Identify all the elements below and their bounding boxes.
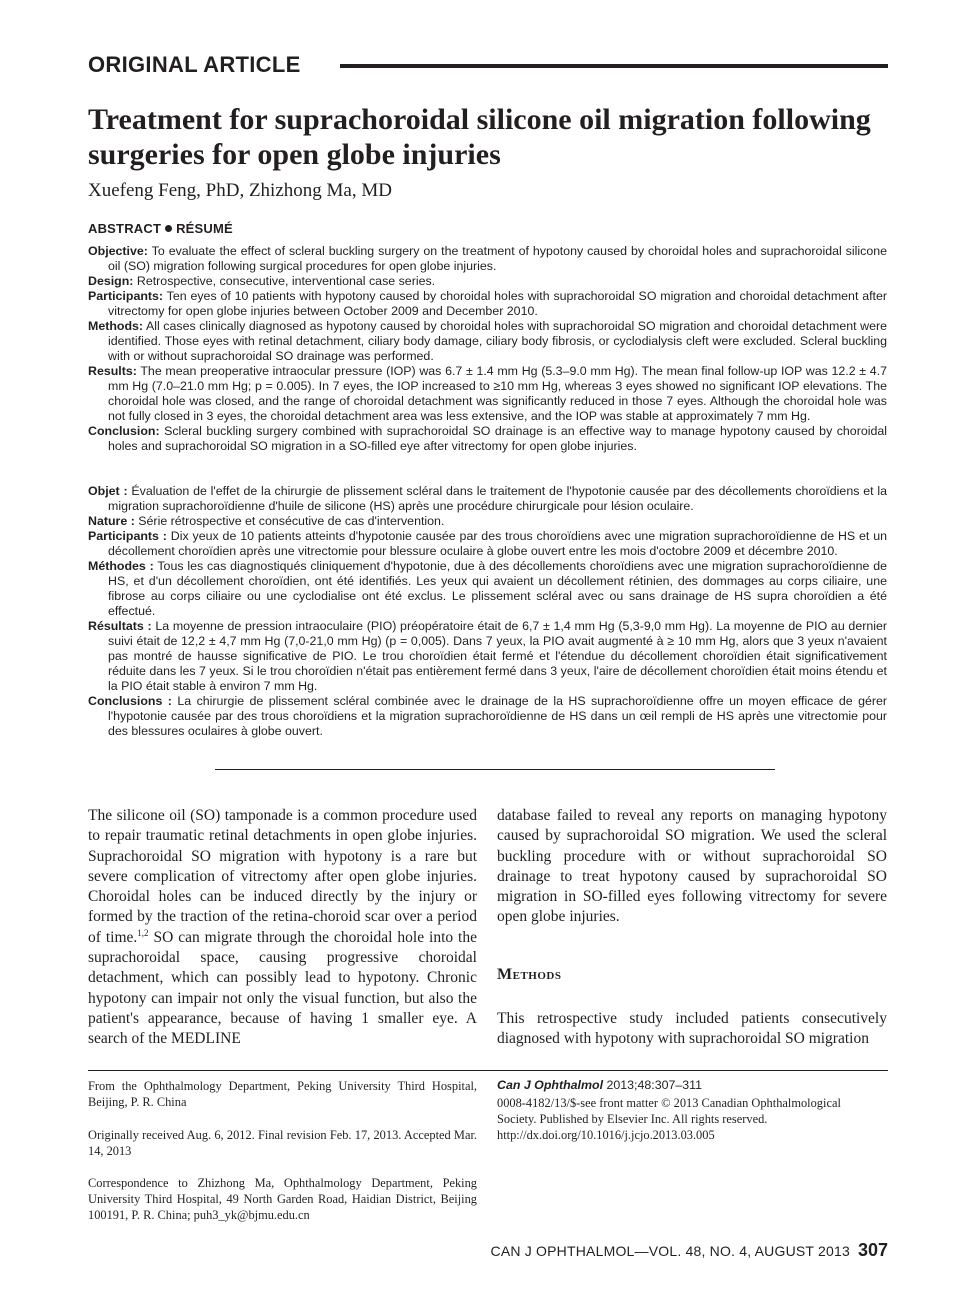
abstract-text: Série rétrospective et consécutive de cas d'intervention. xyxy=(138,514,445,528)
abstract-text: Ten eyes of 10 patients with hypotony caused by choroidal holes with suprachoroidal SO migration and choroidal detachment after vitrectomy for open globe injuries between October 2009 and December 2010. xyxy=(108,289,888,318)
abstract-text: Dix yeux de 10 patients atteints d'hypotonie causée par des trous choroïdiens avec une migration suprachoroïdienne de HS et un décollement choroïdien après une vitrectomie pour blessure oculaire à globe ouvert entre les mois d'octobre 2009 et décembre 2010. xyxy=(108,529,887,558)
abstract-label: Results: xyxy=(88,364,137,378)
reference-marker: 1,2 xyxy=(137,927,149,938)
footer-journal: CAN J OPHTHALMOL—VOL. 48, NO. 4, AUGUST 2013 xyxy=(490,1243,850,1259)
copyright-notice xyxy=(497,1095,887,1143)
bullet-icon xyxy=(165,225,172,232)
citation-details: 2013;48:307–311 xyxy=(603,1078,703,1092)
abstract-text: La chirurgie de plissement scléral combinée avec le drainage de la HS suprachoroïdienne offre un moyen efficace de gérer l'hypotonie causée par des trous choroïdiens et la migration suprachoroïdienne de HS dans un œil rempli de HS après une vitrectomie pour des blessures oculaires à globe ouvert. xyxy=(108,694,887,738)
abstract-label: Participants : xyxy=(88,529,167,543)
methods-text: This retrospective study included patients consecutively diagnosed with hypotony with suprachoroidal SO migration xyxy=(497,1010,887,1048)
abstract-objective xyxy=(88,244,887,274)
page-number: 307 xyxy=(857,1240,888,1260)
abstract-heading-fr: RÉSUMÉ xyxy=(176,221,233,236)
copyright-line: Society. Published by Elsevier Inc. All rights reserved. xyxy=(497,1112,768,1126)
abstract-divider xyxy=(215,769,775,770)
header-rule xyxy=(340,64,888,68)
abstract-participants xyxy=(88,289,887,319)
resume-methodes xyxy=(88,559,887,619)
body-intro-left xyxy=(88,806,477,1050)
abstract-label: Conclusions : xyxy=(88,694,172,708)
abstract-conclusion xyxy=(88,424,887,454)
abstract-results xyxy=(88,364,887,424)
resume-resultats xyxy=(88,619,887,694)
abstract-text: All cases clinically diagnosed as hypotony caused by choroidal holes with suprachoroidal SO migration and choroidal detachment were identified. Those eyes with retinal detachment, ciliary body damage, ciliary body fibrosis, or cyclodialysis cleft were excluded. Scleral buckling with or without suprachoroidal SO drainage was performed. xyxy=(108,319,887,363)
abstract-english xyxy=(88,244,887,454)
copyright-line: 0008-4182/13/$-see front matter © 2013 Canadian Ophthalmological xyxy=(497,1096,841,1110)
article-title: Treatment for suprachoroidal silicone oil migration following surgeries for open globe injuries xyxy=(88,103,871,171)
footnote-correspondence: Correspondence to Zhizhong Ma, Ophthalmology Department, Peking University Third Hospital, 49 North Garden Road, Haidian District, Beijing 100191, P. R. China; puh3_yk@bjmu.edu.cn xyxy=(88,1176,477,1222)
abstract-heading-en: ABSTRACT xyxy=(88,221,162,236)
abstract-text: Retrospective, consecutive, interventional case series. xyxy=(136,274,436,288)
methods-heading: Methods xyxy=(497,966,562,983)
intro-text: The silicone oil (SO) tamponade is a common procedure used to repair traumatic retinal detachments in open globe injuries. Suprachoroidal SO migration with hypotony is a rare but severe complication of vitrectomy after open globe injuries. Choroidal holes can be induced directly by the injury or formed by the traction of the retina-choroid scar over a period of time. xyxy=(88,807,477,946)
citation xyxy=(497,1077,887,1093)
abstract-label: Nature : xyxy=(88,514,135,528)
abstract-label: Objective: xyxy=(88,244,148,258)
abstract-label: Objet : xyxy=(88,484,128,498)
section-label: ORIGINAL ARTICLE xyxy=(88,52,301,77)
body-intro-right: database failed to reveal any reports on managing hypotony caused by suprachoroidal SO migration. We used the scleral buckling procedure with or without suprachoroidal SO drainage to treat hypotony caused by suprachoroidal SO migration in SO-filled eyes following vitrectomy for severe open globe injuries. xyxy=(497,807,887,926)
resume-objet xyxy=(88,484,887,514)
resume-conclusions xyxy=(88,694,887,739)
abstract-heading xyxy=(88,221,233,236)
footnote-affiliation: From the Ophthalmology Department, Peking University Third Hospital, Beijing, P. R. China xyxy=(88,1079,477,1109)
abstract-label: Résultats : xyxy=(88,619,152,633)
abstract-label: Participants: xyxy=(88,289,164,303)
article-header xyxy=(88,50,888,80)
abstract-label: Methods: xyxy=(88,319,144,333)
abstract-design xyxy=(88,274,887,289)
abstract-label: Design: xyxy=(88,274,134,288)
resume-participants xyxy=(88,529,887,559)
abstract-methods xyxy=(88,319,887,364)
abstract-label: Méthodes : xyxy=(88,559,154,573)
intro-text-continued: SO can migrate through the choroidal hole into the suprachoroidal space, causing progressive choroidal detachment, which can possibly lead to hypotony. Chronic hypotony can impair not only the visual function, but also the patient's appearance, because of having 1 smaller eye. A search of the MEDLINE xyxy=(88,928,477,1048)
abstract-text: Tous les cas diagnostiqués cliniquement d'hypotonie, due à des décollements choroïdiens avec une migration suprachoroïdienne de HS, et d'un décollement choroïdien, ont été identifiés. Les yeux qui avaient un décollement rétinien, des dommages au corps ciliaire, une fibrose au corps ciliaire ou une cyclodialise ont été exclus. Le plissement scléral avec ou sans drainage de HS supra choroïdien a été effectué. xyxy=(108,559,888,618)
abstract-text: Évaluation de l'effet de la chirurgie de plissement scléral dans le traitement de l'hypotonie causée par des décollements choroïdiens et la migration suprachoroïdienne d'huile de silicone (HS) après une procédure chirurgicale pour lésion oculaire. xyxy=(108,484,887,513)
footnote-divider xyxy=(88,1070,888,1071)
abstract-text: To evaluate the effect of scleral buckling surgery on the treatment of hypotony caused by choroidal holes and suprachoroidal silicone oil (SO) migration following surgical procedures for open globe injuries. xyxy=(108,244,888,273)
doi-link[interactable]: http://dx.doi.org/10.1016/j.jcjo.2013.03.005 xyxy=(497,1128,715,1142)
citation-journal: Can J Ophthalmol xyxy=(497,1078,604,1092)
resume-nature xyxy=(88,514,887,529)
authors: Xuefeng Feng, PhD, Zhizhong Ma, MD xyxy=(88,180,392,201)
abstract-french xyxy=(88,484,887,739)
page-footer xyxy=(488,1240,888,1261)
abstract-text: The mean preoperative intraocular pressure (IOP) was 6.7 ± 1.4 mm Hg (5.3–9.0 mm Hg). The mean final follow-up IOP was 12.2 ± 4.7 mm Hg (7.0–21.0 mm Hg; p = 0.005). In 7 eyes, the IOP increased to ≥10 mm Hg, whereas 3 eyes showed no significant IOP elevations. The choroidal hole was closed, and the range of choroidal detachment was significantly reduced in those 7 eyes. Although the choroidal hole was not fully closed in 3 eyes, the choroidal detachment area was less extensive, and the IOP was stable at approximately 7 mm Hg. xyxy=(108,364,887,423)
abstract-text: Scleral buckling surgery combined with suprachoroidal SO drainage is an effective way to manage hypotony caused by choroidal holes and suprachoroidal SO migration in a SO-filled eye after vitrectomy for open globe injuries. xyxy=(108,424,888,453)
abstract-label: Conclusion: xyxy=(88,424,160,438)
footnote-received: Originally received Aug. 6, 2012. Final revision Feb. 17, 2013. Accepted Mar. 14, 2013 xyxy=(88,1128,477,1158)
abstract-text: La moyenne de pression intraoculaire (PIO) préopératoire était de 6,7 ± 1,4 mm Hg (5,3-9,0 mm Hg). La moyenne de PIO au dernier suivi était de 12,2 ± 4,7 mm Hg (7,0-21,0 mm Hg) (p = 0,005). Dans 7 yeux, la PIO avait augmenté à ≥ 10 mm Hg, alors que 3 yeux n'avaient pas montré de hausse significative de PIO. Le trou choroïdien était fermé et l'étendue du décollement choroïdien était significativement réduite dans les 7 yeux. Si le trou choroïdien n'était pas entièrement fermé dans 3 yeux, l'aire de décollement choroïdien était moins étendu et la PIO était stable à environ 7 mm Hg. xyxy=(108,619,887,693)
